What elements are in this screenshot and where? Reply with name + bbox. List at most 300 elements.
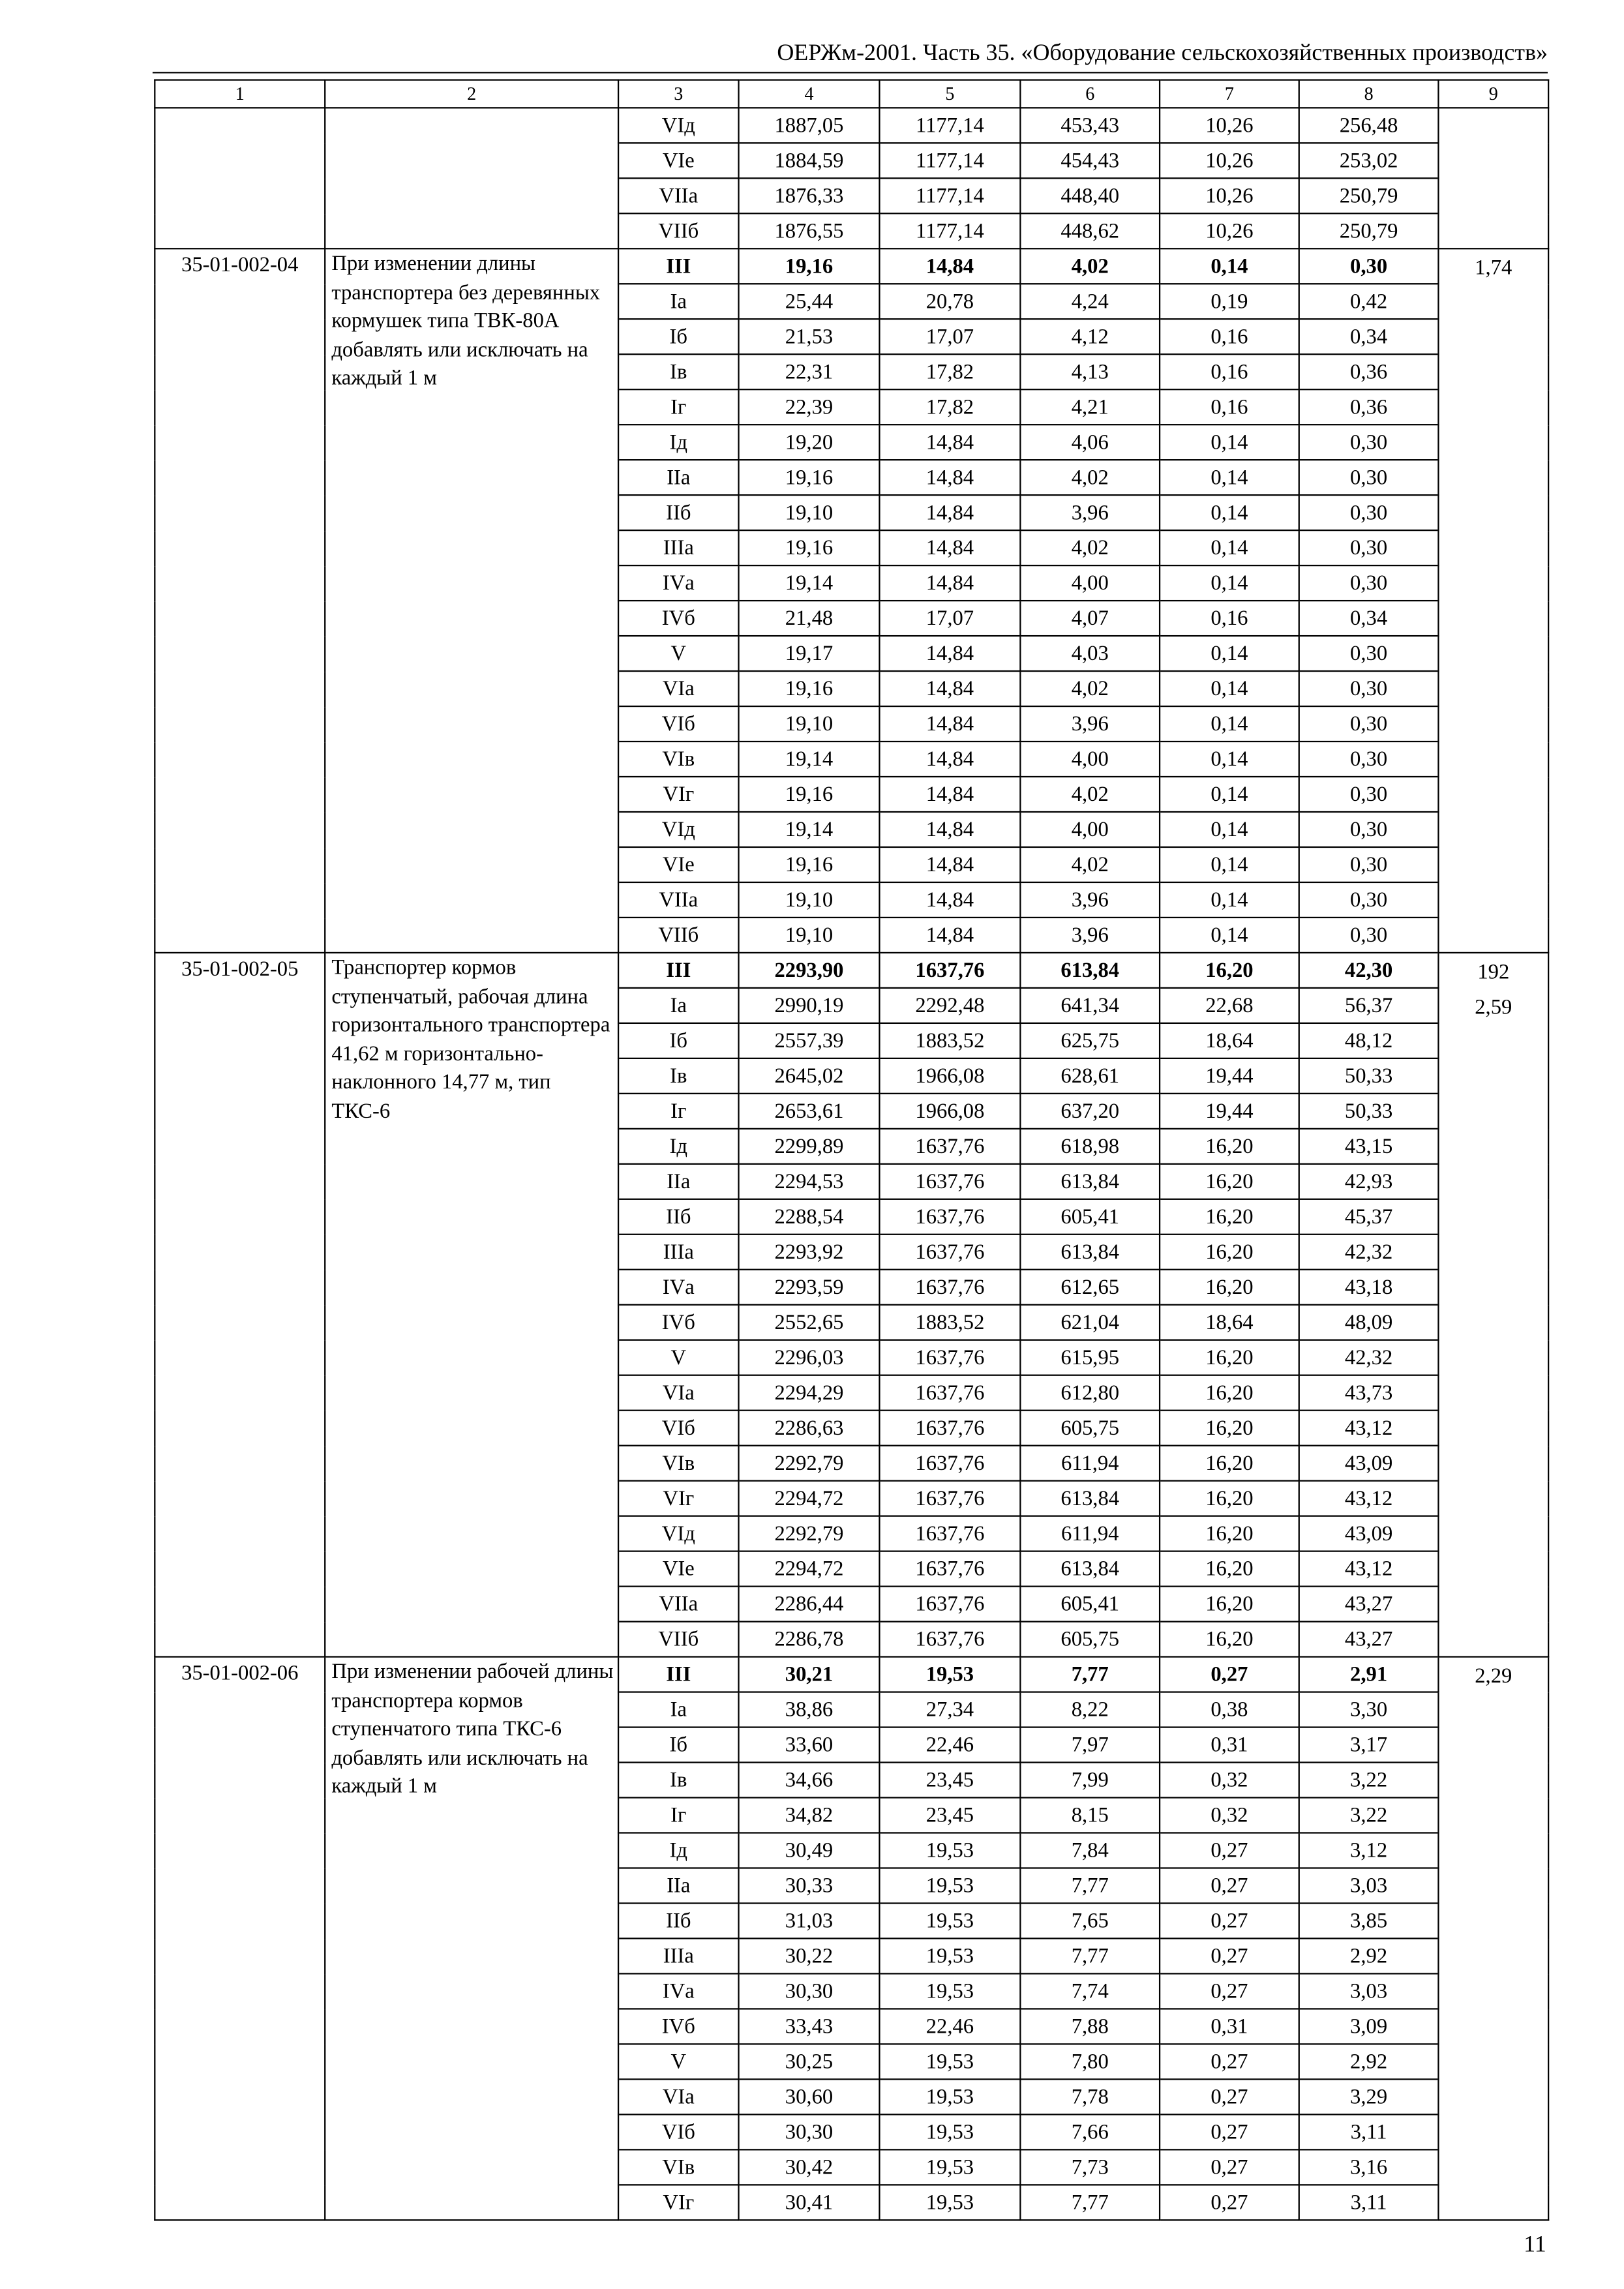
wages-cell: 27,34 [879, 1692, 1020, 1728]
zone-cell: IVб [618, 601, 738, 636]
machinist-wages-cell: 0,16 [1160, 601, 1299, 636]
total-cost-cell: 19,20 [739, 425, 880, 460]
zone-cell: IIа [618, 1164, 738, 1199]
machinist-wages-cell: 0,31 [1160, 2009, 1299, 2044]
materials-cell: 253,02 [1299, 143, 1439, 178]
machinist-wages-cell: 0,27 [1160, 2185, 1299, 2220]
materials-cell: 43,27 [1299, 1587, 1439, 1622]
wages-cell: 1177,14 [879, 143, 1020, 178]
total-cost-cell: 1876,33 [739, 178, 880, 213]
total-cost-cell: 33,43 [739, 2009, 880, 2044]
total-cost-cell: 30,41 [739, 2185, 880, 2220]
zone-cell: VIд [618, 1516, 738, 1551]
materials-cell: 0,30 [1299, 671, 1439, 706]
total-cost-cell: 30,60 [739, 2079, 880, 2114]
wages-cell: 14,84 [879, 460, 1020, 495]
machinist-wages-cell: 0,32 [1160, 1798, 1299, 1833]
machinist-wages-cell: 0,27 [1160, 1903, 1299, 1938]
column-number-2: 2 [325, 80, 618, 108]
machinist-wages-cell: 16,20 [1160, 1164, 1299, 1199]
total-cost-cell: 33,60 [739, 1728, 880, 1763]
materials-cell: 0,30 [1299, 777, 1439, 812]
name-cell: При изменении длины транспортера без деревянных кормушек типа ТВК-80А добавлять или исключать на каждый 1 м [325, 248, 618, 953]
machines-cell: 7,74 [1020, 1973, 1160, 2009]
total-cost-cell: 34,82 [739, 1798, 880, 1833]
total-cost-cell: 2557,39 [739, 1023, 880, 1058]
wages-cell: 19,53 [879, 1973, 1020, 2009]
wages-cell: 1177,14 [879, 213, 1020, 248]
table-body [155, 80, 1548, 2221]
total-cost-cell: 2294,29 [739, 1375, 880, 1411]
total-cost-cell: 2292,79 [739, 1516, 880, 1551]
machines-cell: 3,96 [1020, 882, 1160, 918]
materials-cell: 43,09 [1299, 1516, 1439, 1551]
zone-cell: IVа [618, 565, 738, 601]
machinist-wages-cell: 0,27 [1160, 2079, 1299, 2114]
zone-cell: VIв [618, 741, 738, 777]
wages-cell: 1637,76 [879, 1446, 1020, 1481]
materials-cell: 0,34 [1299, 319, 1439, 354]
machinist-wages-cell: 0,27 [1160, 1973, 1299, 2009]
total-cost-cell: 30,42 [739, 2149, 880, 2185]
materials-cell: 2,91 [1299, 1657, 1439, 1692]
machines-cell: 7,99 [1020, 1763, 1160, 1798]
total-cost-cell: 2296,03 [739, 1340, 880, 1375]
materials-cell: 3,11 [1299, 2114, 1439, 2149]
wages-cell: 1637,76 [879, 1234, 1020, 1270]
total-cost-cell: 30,33 [739, 1868, 880, 1903]
machinist-wages-cell: 10,26 [1160, 178, 1299, 213]
machinist-wages-cell: 0,27 [1160, 1833, 1299, 1868]
machinist-wages-cell: 0,14 [1160, 495, 1299, 530]
col9-value: 192 [1477, 961, 1510, 985]
materials-cell: 0,30 [1299, 918, 1439, 953]
materials-cell: 0,30 [1299, 847, 1439, 882]
table-row [155, 1657, 1548, 1692]
wages-cell: 1637,76 [879, 953, 1020, 988]
column-number-7: 7 [1160, 80, 1299, 108]
col9-cell [1438, 953, 1548, 1657]
machines-cell: 613,84 [1020, 1551, 1160, 1587]
materials-cell: 0,36 [1299, 354, 1439, 389]
wages-cell: 14,84 [879, 882, 1020, 918]
machinist-wages-cell: 0,14 [1160, 425, 1299, 460]
materials-cell: 0,30 [1299, 495, 1439, 530]
machines-cell: 605,41 [1020, 1587, 1160, 1622]
materials-cell: 0,36 [1299, 389, 1439, 425]
zone-cell: Iв [618, 1763, 738, 1798]
machines-cell: 7,73 [1020, 2149, 1160, 2185]
machinist-wages-cell: 0,14 [1160, 777, 1299, 812]
wages-cell: 1637,76 [879, 1129, 1020, 1164]
zone-cell: VIIа [618, 882, 738, 918]
name-cell: Транспортер кормов ступенчатый, рабочая длина горизонтального транспортера 41,62 м горизонтально-наклонного 14,77 м, тип ТКС-6 [325, 953, 618, 1657]
wages-cell: 1966,08 [879, 1094, 1020, 1129]
zone-cell: VIд [618, 108, 738, 143]
total-cost-cell: 19,14 [739, 741, 880, 777]
materials-cell: 0,34 [1299, 601, 1439, 636]
machinist-wages-cell: 18,64 [1160, 1305, 1299, 1340]
zone-cell: IIIа [618, 1938, 738, 1973]
column-number-4: 4 [739, 80, 880, 108]
wages-cell: 17,07 [879, 601, 1020, 636]
materials-cell: 3,12 [1299, 1833, 1439, 1868]
machinist-wages-cell: 19,44 [1160, 1058, 1299, 1094]
zone-cell: VIа [618, 1375, 738, 1411]
code-cell [155, 108, 325, 248]
machinist-wages-cell: 16,20 [1160, 1270, 1299, 1305]
zone-cell: IIIа [618, 1234, 738, 1270]
machines-cell: 8,15 [1020, 1798, 1160, 1833]
materials-cell: 0,30 [1299, 565, 1439, 601]
materials-cell: 0,30 [1299, 636, 1439, 671]
machinist-wages-cell: 0,38 [1160, 1692, 1299, 1728]
total-cost-cell: 22,31 [739, 354, 880, 389]
machines-cell: 605,75 [1020, 1622, 1160, 1657]
machines-cell: 613,84 [1020, 1481, 1160, 1516]
machinist-wages-cell: 16,20 [1160, 1481, 1299, 1516]
zone-cell: VIг [618, 1481, 738, 1516]
zone-cell: Iв [618, 1058, 738, 1094]
machinist-wages-cell: 16,20 [1160, 1234, 1299, 1270]
zone-cell: III [618, 953, 738, 988]
col9-value: 2,29 [1475, 1664, 1512, 1688]
materials-cell: 56,37 [1299, 988, 1439, 1023]
name-cell: При изменении рабочей длины транспортера кормов ступенчатого типа ТКС-6 добавлять или исключать на каждый 1 м [325, 1657, 618, 2221]
materials-cell: 0,30 [1299, 741, 1439, 777]
machines-cell: 613,84 [1020, 1164, 1160, 1199]
materials-cell: 0,30 [1299, 530, 1439, 565]
total-cost-cell: 25,44 [739, 284, 880, 319]
machinist-wages-cell: 16,20 [1160, 1129, 1299, 1164]
machinist-wages-cell: 0,14 [1160, 847, 1299, 882]
column-number-row [155, 80, 1548, 108]
machines-cell: 7,80 [1020, 2044, 1160, 2079]
zone-cell: VIIа [618, 178, 738, 213]
machinist-wages-cell: 0,14 [1160, 741, 1299, 777]
total-cost-cell: 2294,72 [739, 1551, 880, 1587]
total-cost-cell: 2293,59 [739, 1270, 880, 1305]
wages-cell: 14,84 [879, 636, 1020, 671]
zone-cell: Iв [618, 354, 738, 389]
total-cost-cell: 19,10 [739, 882, 880, 918]
materials-cell: 43,27 [1299, 1622, 1439, 1657]
machines-cell: 4,03 [1020, 636, 1160, 671]
zone-cell: Iг [618, 389, 738, 425]
wages-cell: 14,84 [879, 847, 1020, 882]
materials-cell: 0,30 [1299, 812, 1439, 847]
machines-cell: 7,66 [1020, 2114, 1160, 2149]
machines-cell: 8,22 [1020, 1692, 1160, 1728]
total-cost-cell: 2286,44 [739, 1587, 880, 1622]
zone-cell: Iб [618, 1023, 738, 1058]
machines-cell: 448,62 [1020, 213, 1160, 248]
wages-cell: 1637,76 [879, 1340, 1020, 1375]
header-rule [153, 72, 1548, 73]
materials-cell: 42,32 [1299, 1234, 1439, 1270]
total-cost-cell: 1887,05 [739, 108, 880, 143]
materials-cell: 43,12 [1299, 1481, 1439, 1516]
materials-cell: 42,32 [1299, 1340, 1439, 1375]
machines-cell: 4,12 [1020, 319, 1160, 354]
machines-cell: 7,88 [1020, 2009, 1160, 2044]
code-cell: 35-01-002-04 [155, 248, 325, 953]
materials-cell: 0,30 [1299, 706, 1439, 741]
materials-cell: 250,79 [1299, 178, 1439, 213]
machines-cell: 4,02 [1020, 847, 1160, 882]
machinist-wages-cell: 16,20 [1160, 1411, 1299, 1446]
materials-cell: 2,92 [1299, 2044, 1439, 2079]
total-cost-cell: 2294,72 [739, 1481, 880, 1516]
total-cost-cell: 19,16 [739, 671, 880, 706]
machines-cell: 615,95 [1020, 1340, 1160, 1375]
name-cell [325, 108, 618, 248]
zone-cell: VIв [618, 1446, 738, 1481]
machines-cell: 621,04 [1020, 1305, 1160, 1340]
machines-cell: 454,43 [1020, 143, 1160, 178]
machinist-wages-cell: 0,14 [1160, 565, 1299, 601]
machines-cell: 637,20 [1020, 1094, 1160, 1129]
machines-cell: 612,80 [1020, 1375, 1160, 1411]
machines-cell: 605,41 [1020, 1199, 1160, 1234]
machinist-wages-cell: 16,20 [1160, 1446, 1299, 1481]
machines-cell: 7,84 [1020, 1833, 1160, 1868]
zone-cell: V [618, 636, 738, 671]
machinist-wages-cell: 0,14 [1160, 918, 1299, 953]
wages-cell: 2292,48 [879, 988, 1020, 1023]
materials-cell: 250,79 [1299, 213, 1439, 248]
total-cost-cell: 30,25 [739, 2044, 880, 2079]
total-cost-cell: 21,48 [739, 601, 880, 636]
machines-cell: 453,43 [1020, 108, 1160, 143]
col9-cell [1438, 108, 1548, 248]
wages-cell: 1637,76 [879, 1551, 1020, 1587]
materials-cell: 3,22 [1299, 1798, 1439, 1833]
table-row [155, 248, 1548, 284]
total-cost-cell: 30,22 [739, 1938, 880, 1973]
total-cost-cell: 19,16 [739, 777, 880, 812]
zone-cell: IVб [618, 2009, 738, 2044]
total-cost-cell: 19,10 [739, 495, 880, 530]
machines-cell: 612,65 [1020, 1270, 1160, 1305]
wages-cell: 14,84 [879, 425, 1020, 460]
machinist-wages-cell: 0,14 [1160, 530, 1299, 565]
machinist-wages-cell: 10,26 [1160, 213, 1299, 248]
col9-value: 1,74 [1475, 256, 1512, 280]
page-number: 11 [1524, 2232, 1546, 2258]
materials-cell: 3,11 [1299, 2185, 1439, 2220]
machines-cell: 3,96 [1020, 706, 1160, 741]
column-number-5: 5 [879, 80, 1020, 108]
machinist-wages-cell: 0,27 [1160, 2114, 1299, 2149]
total-cost-cell: 2293,90 [739, 953, 880, 988]
machines-cell: 448,40 [1020, 178, 1160, 213]
materials-cell: 43,73 [1299, 1375, 1439, 1411]
zone-cell: VIг [618, 777, 738, 812]
zone-cell: Iа [618, 284, 738, 319]
zone-cell: VIе [618, 1551, 738, 1587]
materials-cell: 0,30 [1299, 460, 1439, 495]
machines-cell: 4,06 [1020, 425, 1160, 460]
machines-cell: 7,97 [1020, 1728, 1160, 1763]
wages-cell: 19,53 [879, 1868, 1020, 1903]
total-cost-cell: 21,53 [739, 319, 880, 354]
zone-cell: Iд [618, 1833, 738, 1868]
total-cost-cell: 31,03 [739, 1903, 880, 1938]
zone-cell: IIб [618, 1199, 738, 1234]
wages-cell: 1637,76 [879, 1411, 1020, 1446]
materials-cell: 43,15 [1299, 1129, 1439, 1164]
zone-cell: VIв [618, 2149, 738, 2185]
zone-cell: IVа [618, 1973, 738, 2009]
machines-cell: 618,98 [1020, 1129, 1160, 1164]
machines-cell: 625,75 [1020, 1023, 1160, 1058]
materials-cell: 3,30 [1299, 1692, 1439, 1728]
zone-cell: VIг [618, 2185, 738, 2220]
materials-cell: 50,33 [1299, 1058, 1439, 1094]
machinist-wages-cell: 10,26 [1160, 108, 1299, 143]
machines-cell: 7,77 [1020, 1868, 1160, 1903]
materials-cell: 45,37 [1299, 1199, 1439, 1234]
materials-cell: 43,18 [1299, 1270, 1439, 1305]
col9-cell [1438, 1657, 1548, 2221]
machinist-wages-cell: 16,20 [1160, 1340, 1299, 1375]
wages-cell: 1966,08 [879, 1058, 1020, 1094]
zone-cell: Iа [618, 1692, 738, 1728]
total-cost-cell: 1884,59 [739, 143, 880, 178]
machinist-wages-cell: 16,20 [1160, 1587, 1299, 1622]
wages-cell: 1637,76 [879, 1270, 1020, 1305]
wages-cell: 19,53 [879, 2185, 1020, 2220]
zone-cell: V [618, 2044, 738, 2079]
wages-cell: 14,84 [879, 565, 1020, 601]
total-cost-cell: 19,10 [739, 918, 880, 953]
materials-cell: 3,85 [1299, 1903, 1439, 1938]
machines-cell: 4,24 [1020, 284, 1160, 319]
machinist-wages-cell: 0,27 [1160, 2149, 1299, 2185]
machinist-wages-cell: 16,20 [1160, 953, 1299, 988]
machinist-wages-cell: 0,14 [1160, 882, 1299, 918]
wages-cell: 14,84 [879, 777, 1020, 812]
total-cost-cell: 2286,78 [739, 1622, 880, 1657]
machinist-wages-cell: 0,14 [1160, 636, 1299, 671]
machinist-wages-cell: 10,26 [1160, 143, 1299, 178]
total-cost-cell: 19,14 [739, 565, 880, 601]
wages-cell: 22,46 [879, 1728, 1020, 1763]
wages-cell: 14,84 [879, 495, 1020, 530]
total-cost-cell: 19,10 [739, 706, 880, 741]
machinist-wages-cell: 0,19 [1160, 284, 1299, 319]
machines-cell: 613,84 [1020, 1234, 1160, 1270]
materials-cell: 48,09 [1299, 1305, 1439, 1340]
zone-cell: VIб [618, 706, 738, 741]
total-cost-cell: 19,17 [739, 636, 880, 671]
machinist-wages-cell: 0,27 [1160, 1938, 1299, 1973]
wages-cell: 14,84 [879, 812, 1020, 847]
wages-cell: 17,07 [879, 319, 1020, 354]
column-number-1: 1 [155, 80, 325, 108]
materials-cell: 43,12 [1299, 1551, 1439, 1587]
machines-cell: 7,77 [1020, 2185, 1160, 2220]
machines-cell: 4,07 [1020, 601, 1160, 636]
materials-cell: 42,93 [1299, 1164, 1439, 1199]
table-row [155, 108, 1548, 143]
running-header: ОЕРЖм-2001. Часть 35. «Оборудование сельскохозяйственных производств» [777, 40, 1548, 67]
machines-cell: 7,77 [1020, 1657, 1160, 1692]
wages-cell: 14,84 [879, 706, 1020, 741]
machinist-wages-cell: 0,14 [1160, 460, 1299, 495]
machinist-wages-cell: 16,20 [1160, 1199, 1299, 1234]
materials-cell: 0,42 [1299, 284, 1439, 319]
machinist-wages-cell: 16,20 [1160, 1622, 1299, 1657]
machinist-wages-cell: 19,44 [1160, 1094, 1299, 1129]
total-cost-cell: 19,16 [739, 460, 880, 495]
machines-cell: 4,21 [1020, 389, 1160, 425]
machines-cell: 3,96 [1020, 495, 1160, 530]
wages-cell: 19,53 [879, 1903, 1020, 1938]
wages-cell: 1883,52 [879, 1305, 1020, 1340]
materials-cell: 0,30 [1299, 882, 1439, 918]
zone-cell: Iд [618, 1129, 738, 1164]
machines-cell: 605,75 [1020, 1411, 1160, 1446]
materials-cell: 50,33 [1299, 1094, 1439, 1129]
wages-cell: 14,84 [879, 918, 1020, 953]
machinist-wages-cell: 0,32 [1160, 1763, 1299, 1798]
machines-cell: 611,94 [1020, 1446, 1160, 1481]
machines-cell: 3,96 [1020, 918, 1160, 953]
table-row [155, 953, 1548, 988]
wages-cell: 1637,76 [879, 1375, 1020, 1411]
machinist-wages-cell: 22,68 [1160, 988, 1299, 1023]
zone-cell: VIIа [618, 1587, 738, 1622]
zone-cell: Iб [618, 1728, 738, 1763]
total-cost-cell: 2653,61 [739, 1094, 880, 1129]
machinist-wages-cell: 0,16 [1160, 319, 1299, 354]
machinist-wages-cell: 16,20 [1160, 1375, 1299, 1411]
total-cost-cell: 30,21 [739, 1657, 880, 1692]
zone-cell: IIа [618, 1868, 738, 1903]
total-cost-cell: 19,16 [739, 248, 880, 284]
code-cell: 35-01-002-06 [155, 1657, 325, 2221]
machinist-wages-cell: 0,14 [1160, 706, 1299, 741]
total-cost-cell: 2645,02 [739, 1058, 880, 1094]
machinist-wages-cell: 18,64 [1160, 1023, 1299, 1058]
wages-cell: 22,46 [879, 2009, 1020, 2044]
materials-cell: 43,12 [1299, 1411, 1439, 1446]
wages-cell: 19,53 [879, 1657, 1020, 1692]
machines-cell: 7,77 [1020, 1938, 1160, 1973]
materials-cell: 43,09 [1299, 1446, 1439, 1481]
total-cost-cell: 2292,79 [739, 1446, 880, 1481]
wages-cell: 1177,14 [879, 178, 1020, 213]
machinist-wages-cell: 0,14 [1160, 248, 1299, 284]
machines-cell: 4,02 [1020, 460, 1160, 495]
column-number-3: 3 [618, 80, 738, 108]
total-cost-cell: 2299,89 [739, 1129, 880, 1164]
total-cost-cell: 30,30 [739, 2114, 880, 2149]
machines-cell: 7,65 [1020, 1903, 1160, 1938]
code-cell: 35-01-002-05 [155, 953, 325, 1657]
wages-cell: 1637,76 [879, 1516, 1020, 1551]
total-cost-cell: 34,66 [739, 1763, 880, 1798]
machinist-wages-cell: 0,27 [1160, 1657, 1299, 1692]
machines-cell: 4,02 [1020, 530, 1160, 565]
total-cost-cell: 2293,92 [739, 1234, 880, 1270]
total-cost-cell: 30,49 [739, 1833, 880, 1868]
wages-cell: 19,53 [879, 2079, 1020, 2114]
machines-cell: 4,00 [1020, 565, 1160, 601]
machinist-wages-cell: 0,31 [1160, 1728, 1299, 1763]
